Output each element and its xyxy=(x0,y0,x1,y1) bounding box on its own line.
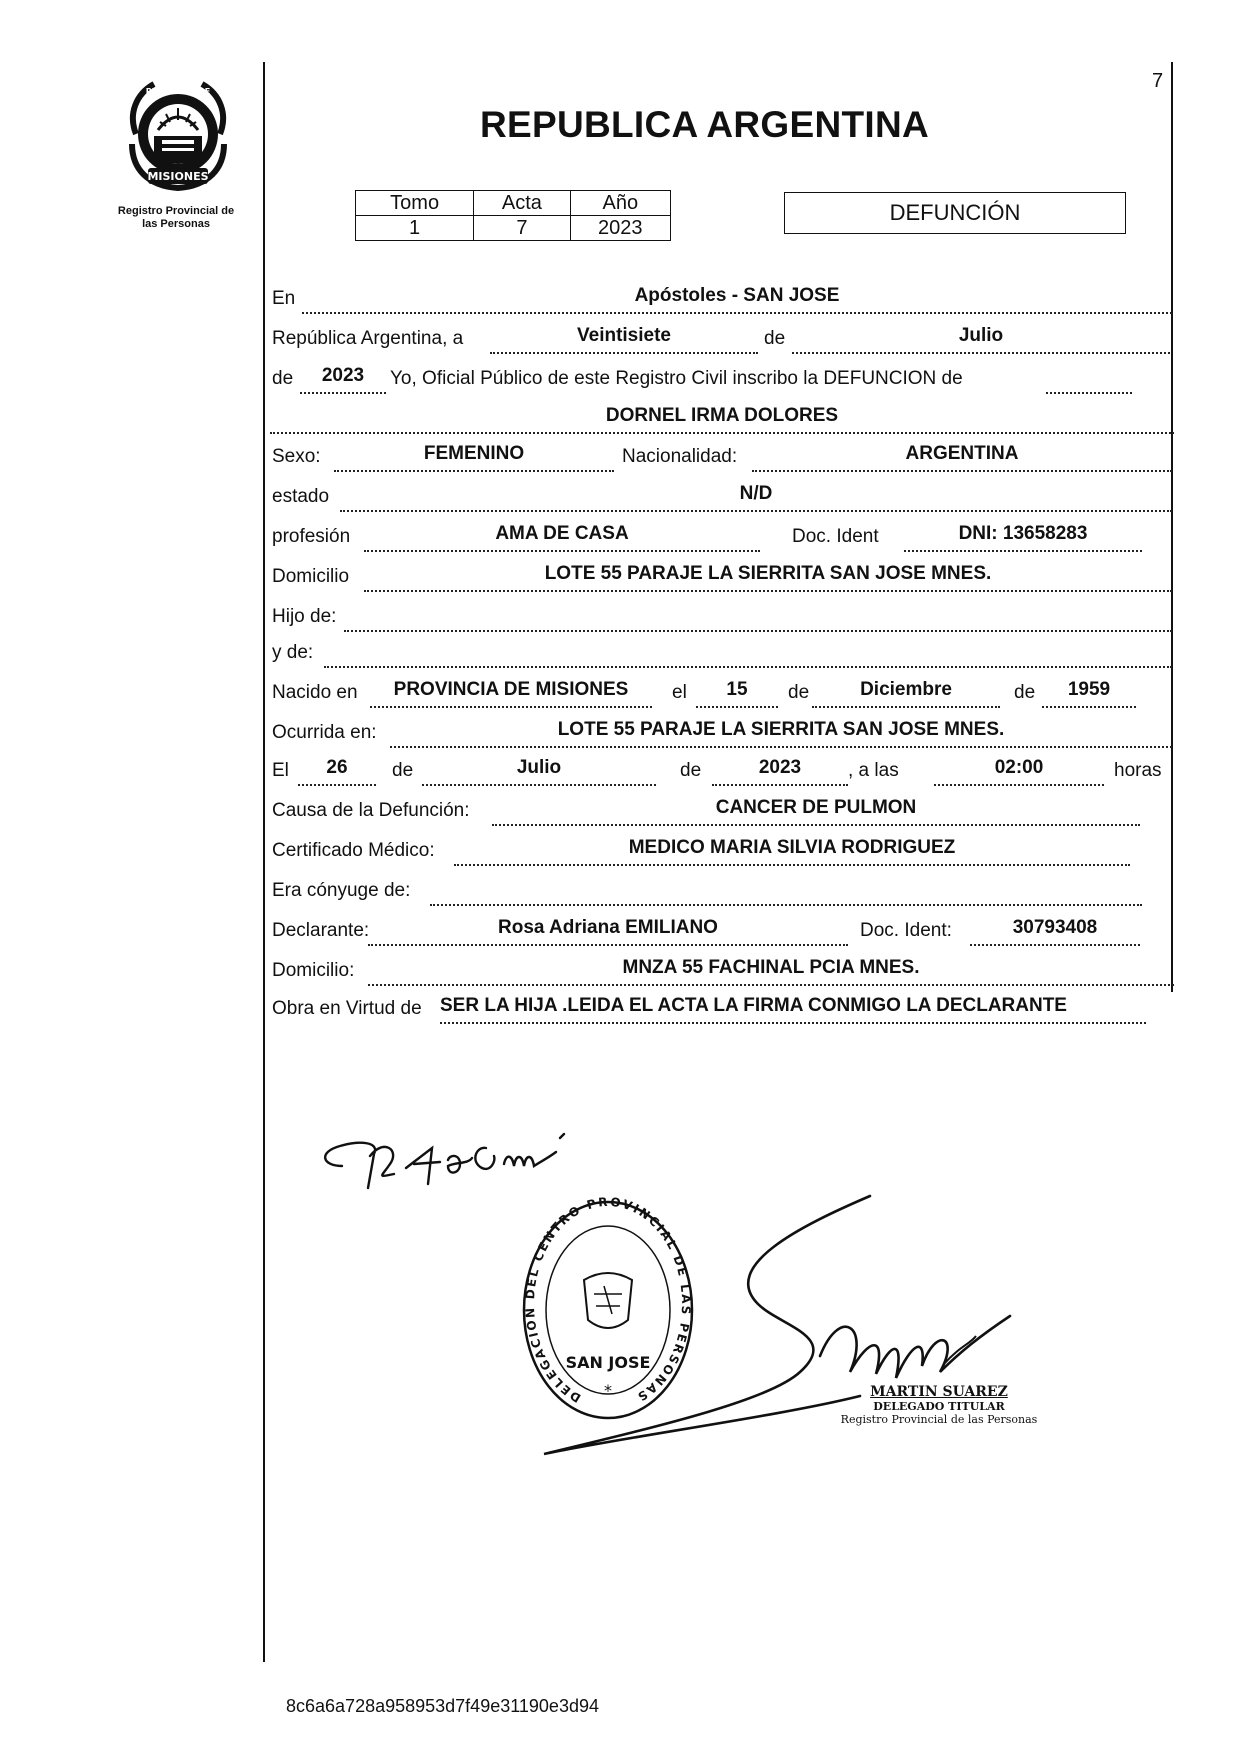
field-fall-anio xyxy=(712,758,848,786)
label-sexo: Sexo: xyxy=(272,446,321,467)
document-type-box: DEFUNCIÓN xyxy=(784,192,1126,234)
seal-bottom-text: MISIONES xyxy=(147,170,209,183)
label-causa: Causa de la Defunción: xyxy=(272,800,470,821)
label-yo: Yo, Oficial Público de este Registro Civil inscribo la DEFUNCION de xyxy=(390,368,963,389)
value-certificado: MEDICO MARIA SILVIA RODRIGUEZ xyxy=(628,837,956,858)
field-domicilio-declarante xyxy=(368,958,1174,986)
field-profesion xyxy=(364,524,760,552)
ref-header-acta: Acta xyxy=(474,191,570,216)
label-a-las: , a las xyxy=(848,760,899,781)
label-de-mes: de xyxy=(764,328,786,349)
value-fall-anio: 2023 xyxy=(758,757,802,778)
label-horas: horas xyxy=(1114,760,1162,781)
field-causa xyxy=(492,798,1140,826)
label-ocurrida-en: Ocurrida en: xyxy=(272,722,377,743)
label-republica: República Argentina, a xyxy=(272,328,464,349)
value-causa: CANCER DE PULMON xyxy=(715,797,917,818)
value-declarante-doc: 30793408 xyxy=(1012,917,1098,938)
official-signature xyxy=(540,1186,1040,1476)
svg-text:*: * xyxy=(604,1381,612,1400)
field-domicilio xyxy=(364,564,1172,592)
value-fall-mes: Julio xyxy=(516,757,562,778)
label-y-de: y de: xyxy=(272,642,314,663)
field-lugar xyxy=(302,286,1172,314)
value-nac-anio: 1959 xyxy=(1067,679,1111,700)
label-de-dia: de xyxy=(788,682,810,703)
ref-value-acta: 7 xyxy=(474,216,570,241)
stamp-ring-text: DELEGACIÓN DEL CENTRO PROVINCIAL DE LAS PERSONAS xyxy=(522,1196,694,1406)
field-anio xyxy=(300,366,386,394)
label-profesion: profesión xyxy=(272,526,351,547)
field-mes xyxy=(792,326,1170,354)
official-name: MARTIN SUAREZ xyxy=(870,1384,1008,1400)
ref-value-anio: 2023 xyxy=(570,216,670,241)
label-de3: de xyxy=(392,760,414,781)
label-doc-ident2: Doc. Ident: xyxy=(860,920,952,941)
value-lugar: Apóstoles - SAN JOSE xyxy=(634,285,840,306)
value-nac-mes: Diciembre xyxy=(860,679,952,700)
value-mes: Julio xyxy=(958,325,1004,346)
value-ocurrida-en: LOTE 55 PARAJE LA SIERRITA SAN JOSE MNES. xyxy=(557,719,1005,740)
label-de4: de xyxy=(680,760,702,781)
seal-top-text: PROVINCIA DE xyxy=(145,87,211,96)
value-estado: N/D xyxy=(739,483,773,504)
value-fall-dia: 26 xyxy=(326,757,348,778)
value-nac-dia: 15 xyxy=(726,679,748,700)
field-declarante-doc xyxy=(970,918,1140,946)
value-obra: SER LA HIJA .LEIDA EL ACTA LA FIRMA CONMIGO LA DECLARANTE xyxy=(440,995,1067,1016)
label-declarante: Declarante: xyxy=(272,920,370,941)
value-nacido-en: PROVINCIA DE MISIONES xyxy=(393,679,629,700)
label-estado: estado xyxy=(272,486,330,507)
value-dia-texto: Veintisiete xyxy=(577,325,671,346)
field-ocurrida-en xyxy=(390,720,1172,748)
label-el: el xyxy=(672,682,687,703)
field-hora xyxy=(934,758,1104,786)
value-nombre: DORNEL IRMA DOLORES xyxy=(605,405,839,426)
value-nacionalidad: ARGENTINA xyxy=(905,443,1019,464)
label-domicilio: Domicilio xyxy=(272,566,350,587)
field-hijo-de xyxy=(344,604,1172,632)
field-documento xyxy=(904,524,1142,552)
label-conyuge: Era cónyuge de: xyxy=(272,880,411,901)
label-certificado: Certificado Médico: xyxy=(272,840,435,861)
label-doc-ident: Doc. Ident xyxy=(792,526,879,547)
ref-value-tomo: 1 xyxy=(356,216,474,241)
field-nacionalidad xyxy=(752,444,1172,472)
value-profesion: AMA DE CASA xyxy=(495,523,629,544)
logo-caption xyxy=(94,205,258,231)
label-en: En xyxy=(272,288,296,309)
label-nacido-en: Nacido en xyxy=(272,682,358,703)
reference-table xyxy=(355,190,671,241)
value-anio: 2023 xyxy=(321,365,365,386)
ref-header-anio: Año xyxy=(570,191,670,216)
label-obra: Obra en Virtud de xyxy=(272,998,422,1019)
label-hijo-de: Hijo de: xyxy=(272,606,337,627)
field-nac-anio xyxy=(1042,680,1136,708)
label-nacionalidad: Nacionalidad: xyxy=(622,446,738,467)
ref-header-tomo: Tomo xyxy=(356,191,474,216)
value-hora: 02:00 xyxy=(994,757,1044,778)
field-estado xyxy=(340,484,1172,512)
value-documento: DNI: 13658283 xyxy=(958,523,1088,544)
field-fall-mes xyxy=(422,758,656,786)
row-obra xyxy=(272,994,1172,1024)
label-domicilio2: Domicilio: xyxy=(272,960,355,981)
page-number: 7 xyxy=(1152,70,1164,92)
field-declarante xyxy=(368,918,848,946)
label-de-anio: de xyxy=(272,368,294,389)
label-el2: El xyxy=(272,760,289,781)
field-certificado xyxy=(454,838,1130,866)
official-role: DELEGADO TITULAR xyxy=(873,1400,1005,1413)
value-domicilio: LOTE 55 PARAJE LA SIERRITA SAN JOSE MNES. xyxy=(544,563,992,584)
page-title: REPUBLICA ARGENTINA xyxy=(480,104,930,145)
logo-caption-line2: las Personas xyxy=(142,218,210,230)
stamp-city: SAN JOSE xyxy=(565,1353,651,1372)
field-sexo xyxy=(334,444,614,472)
field-continuation xyxy=(1046,366,1132,394)
official-stamp-text xyxy=(824,1384,1054,1426)
field-y-de xyxy=(324,640,1172,668)
value-sexo: FEMENINO xyxy=(423,443,525,464)
field-conyuge xyxy=(430,878,1142,906)
field-nac-dia xyxy=(696,680,778,708)
field-nacido-en xyxy=(370,680,652,708)
official-office: Registro Provincial de las Personas xyxy=(840,1413,1038,1426)
field-dia-texto xyxy=(490,326,758,354)
logo-caption-line1: Registro Provincial de xyxy=(117,205,235,217)
right-margin-line xyxy=(1171,62,1173,992)
document-hash: 8c6a6a728a958953d7f49e31190e3d94 xyxy=(286,1696,599,1716)
label-de-mes2: de xyxy=(1014,682,1036,703)
value-declarante: Rosa Adriana EMILIANO xyxy=(498,917,718,938)
field-fall-dia xyxy=(298,758,376,786)
province-seal-logo xyxy=(118,74,238,192)
field-nombre xyxy=(270,402,1174,434)
field-obra xyxy=(440,996,1146,1024)
field-nac-mes xyxy=(812,680,1000,708)
left-margin-line xyxy=(263,62,265,1662)
value-domicilio-declarante: MNZA 55 FACHINAL PCIA MNES. xyxy=(622,957,920,978)
